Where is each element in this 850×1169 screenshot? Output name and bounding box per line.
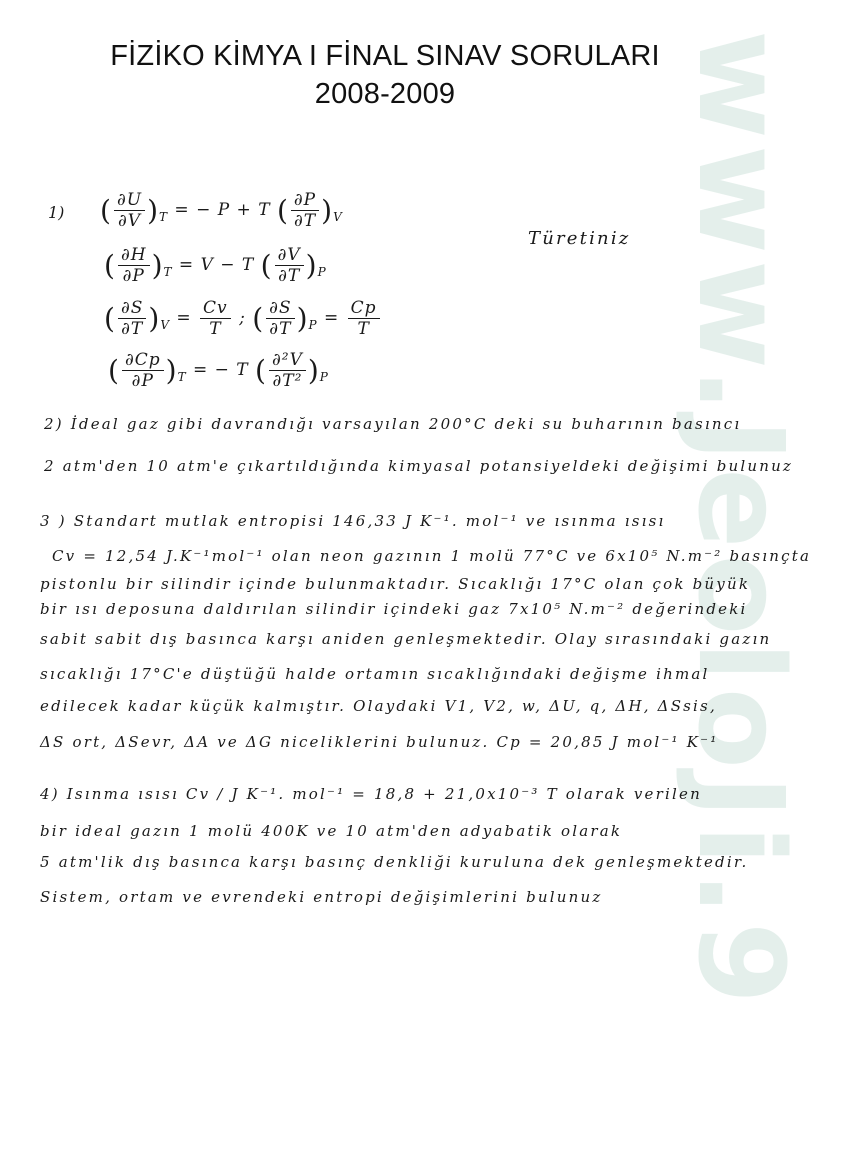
- eq3-cv-num: Cv: [203, 298, 228, 318]
- eq1-sub: T: [159, 210, 169, 224]
- page-subtitle-year: 2008-2009: [314, 78, 456, 110]
- question-3-line: edilecek kadar küçük kalmıştır. Olaydaki V1, V2, w, ΔU, q, ΔH, ΔSsis,: [40, 697, 717, 715]
- question-3-line: pistonlu bir silindir içinde bulunmaktadır. Sıcaklığı 17°C olan çok büyük: [40, 575, 751, 593]
- eq1-den: ∂V: [114, 210, 145, 231]
- question-3-line: sabit sabit dış basınca karşı aniden genleşmektedir. Olay sırasındaki gazın: [40, 630, 772, 648]
- eq4-den: ∂P: [122, 370, 164, 391]
- equation-2: ( $\frac{\partial H}{\partial P}$ )$_T = V - T$ ( $\frac{\partial V}{\partial T}$ )$_P$: [104, 245, 327, 286]
- eq3-cv-den: T: [200, 318, 231, 339]
- eq2-den: ∂P: [118, 265, 150, 286]
- equation-3: ( $\frac{\partial S}{\partial T}$ )$_V$ = $\frac{Cv}{T}$ ; ( $\frac{\partial S}{\partial T}$ )$_P$ = $\frac{Cp}{T}$: [104, 298, 382, 339]
- eq3-num2: ∂S: [269, 298, 292, 318]
- eq2-rhs: = V − T: [178, 255, 255, 275]
- eq4-rden: ∂T²: [269, 370, 306, 391]
- watermark: [660, 20, 850, 1169]
- eq3-separator: ;: [239, 308, 246, 328]
- eq2-rden: ∂T: [275, 265, 304, 286]
- eq1-rhs: = − P + T: [174, 200, 271, 220]
- question-3-line: sıcaklığı 17°C'e düştüğü halde ortamın sıcaklığındaki değişme ihmal: [40, 665, 710, 683]
- eq2-rsub: P: [317, 265, 327, 279]
- eq3-den2: ∂T: [266, 318, 294, 339]
- eq3-cp-den: T: [348, 318, 380, 339]
- question-2-line: 2 atm'den 10 atm'e çıkartıldığında kimyasal potansiyeldeki değişimi bulunuz: [44, 457, 794, 475]
- question-2-line: 2) İdeal gaz gibi davrandığı varsayılan 200°C deki su buharının basıncı: [44, 415, 742, 433]
- question-4-line: 4) Isınma ısısı Cv / J K⁻¹. mol⁻¹ = 18,8 + 21,0x10⁻³ T olarak verilen: [40, 785, 702, 803]
- eq4-sub: T: [177, 370, 187, 384]
- question-1-instruction: Türetiniz: [528, 228, 631, 249]
- eq3-equals: =: [176, 308, 192, 328]
- eq3-den: ∂T: [118, 318, 146, 339]
- question-3-line: ΔS ort, ΔSevr, ΔA ve ΔG niceliklerini bulunuz. Cp = 20,85 J mol⁻¹ K⁻¹: [40, 733, 719, 751]
- page-title: FİZİKO KİMYA I FİNAL SINAV SORULARI: [110, 40, 660, 72]
- question-3-line: bir ısı deposuna daldırılan silindir içindeki gaz 7x10⁵ N.m⁻² değerindeki: [40, 600, 748, 618]
- eq3-num: ∂S: [120, 298, 144, 318]
- question-4-line: bir ideal gazın 1 molü 400K ve 10 atm'den adyabatik olarak: [40, 822, 623, 840]
- eq3-sub2: P: [308, 318, 318, 332]
- eq3-cp-num: Cp: [350, 298, 377, 318]
- eq1-rnum: ∂P: [293, 190, 317, 210]
- eq3-equals2: =: [324, 308, 340, 328]
- eq4-num: ∂Cp: [124, 350, 161, 370]
- question-1-number: 1): [48, 203, 65, 222]
- eq1-rsub: V: [333, 210, 343, 224]
- equation-4: ( $\frac{\partial Cp}{\partial P}$ )$_T$ = − T ( $\frac{\text{∂²V}}{\text{∂T²}}$ )$_P$: [108, 350, 329, 391]
- eq4-rnum: ∂²V: [271, 350, 303, 370]
- watermark-text: www.JeoloJi.9: [672, 30, 810, 1011]
- eq3-sub: V: [160, 318, 170, 332]
- eq2-rnum: ∂V: [277, 245, 301, 265]
- eq4-rhs: = − T: [192, 360, 249, 380]
- question-4-line: Sistem, ortam ve evrendeki entropi değişimlerini bulunuz: [40, 888, 603, 906]
- eq1-num: ∂U: [116, 190, 143, 210]
- eq2-sub: T: [163, 265, 173, 279]
- equation-1: ( $\frac{\partial U}{\partial V}$ )$_T$ = − P + T ( $\frac{\partial P}{\partial T}$ )$_V$: [100, 190, 343, 231]
- eq4-rsub: P: [319, 370, 329, 384]
- question-3-line: Cv = 12,54 J.K⁻¹mol⁻¹ olan neon gazının 1 molü 77°C ve 6x10⁵ N.m⁻² basınçta: [52, 547, 812, 565]
- eq1-rden: ∂T: [291, 210, 319, 231]
- eq2-num: ∂H: [120, 245, 147, 265]
- question-4-line: 5 atm'lik dış basınca karşı basınç denkliği kuruluna dek genleşmektedir.: [40, 853, 749, 871]
- question-3-line: 3 ) Standart mutlak entropisi 146,33 J K⁻¹. mol⁻¹ ve ısınma ısısı: [40, 512, 666, 530]
